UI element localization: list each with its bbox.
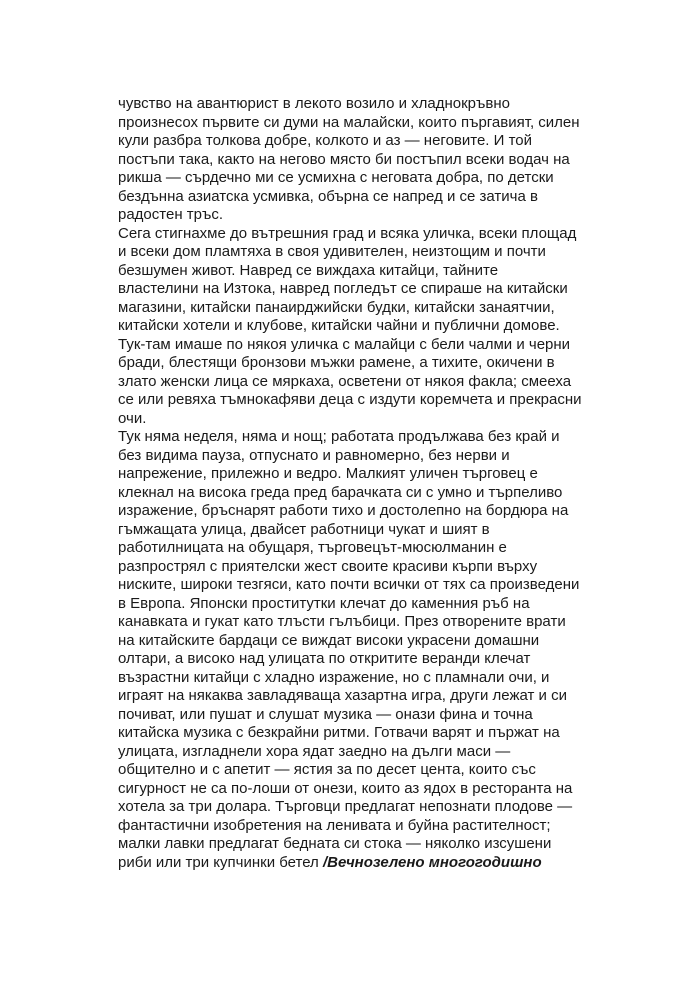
text-line: клекнал на висока греда пред барачката си с умно и търпеливо	[118, 483, 563, 501]
text-line: възрастни китайци с хладно изражение, но с пламнали очи, и	[118, 668, 550, 686]
text-line: магазини, китайски панаирджийски будки, китайски занаятчии,	[118, 298, 555, 316]
text-line: Сега стигнахме до вътрешния град и всяка уличка, всеки площад	[118, 224, 577, 242]
last-text-line	[118, 854, 598, 873]
text-line: очи.	[118, 409, 147, 427]
text-line: без видима пауза, отпуснато и равномерно, без нерви и	[118, 446, 510, 464]
text-line: общително и с апетит — ястия за по десет цента, които със	[118, 761, 536, 778]
text-line: напрежение, прилежно и ведро. Малкият уличен търговец е	[118, 465, 538, 482]
text-line: бездънна азиатска усмивка, обърна се напред и се затича в	[118, 187, 538, 205]
text-line: фантастични изобретения на ленивата и буйна растителност;	[118, 816, 551, 834]
text-line: се или ревяха тъмнокафяви деца с издути коремчета и прекрасни	[118, 391, 582, 408]
text-line: китайска музика с безкрайни ритми. Готвачи варят и пържат на	[118, 724, 560, 741]
text-line: ниските, широки тезгяси, като почти всички от тях са произведени	[118, 576, 580, 593]
last-line-text: риби или три купчинки бетел	[118, 853, 323, 871]
text-line: рикша — сърдечно ми се усмихна с неговата добра, по детски	[118, 169, 554, 186]
text-line: безшумен живот. Навред се виждаха китайци, тайните	[118, 261, 499, 279]
text-line: чувство на авантюрист в лекото возило и хладнокръвно	[118, 95, 510, 112]
text-line: властелини на Изтока, навред погледът се спираше на китайски	[118, 280, 568, 297]
text-line: хотела за три долара. Търговци предлагат непознати плодове —	[118, 798, 573, 815]
text-line: олтари, а високо над улицата по откритите веранди клечат	[118, 650, 531, 667]
text-line: канавката и гукат като тлъсти гълъбици. През отворените врати	[118, 613, 566, 630]
text-line: улицата, изгладнели хора ядат заедно на дълги маси —	[118, 742, 511, 760]
text-line: радостен тръс.	[118, 206, 224, 223]
text-line: сигурност не са по-лоши от онези, които аз ядох в ресторанта на	[118, 779, 573, 797]
text-line: на китайските бардаци се виждат високи украсени домашни	[118, 631, 540, 649]
text-line: Тук няма неделя, няма и нощ; работата продължава без край и	[118, 428, 560, 445]
text-line: бради, блестящи бронзови мъжки рамене, а тихите, окичени в	[118, 354, 555, 371]
text-line: произнесох първите си думи на малайски, които пъргавият, силен	[118, 113, 580, 131]
text-line: постъпи така, както на негово място би постъпил всеки водач на	[118, 150, 570, 168]
text-line: работилницата на обущаря, търговецът-мюсюлманин е	[118, 539, 507, 556]
text-line: разпрострял с приятелски жест своите красиви кърпи върху	[118, 557, 538, 575]
emphasized-text: /Вечнозелено многогодишно	[322, 853, 542, 871]
text-line: кули разбра толкова добре, колкото и аз — неговите. И той	[118, 132, 533, 149]
text-line: почиват, или пушат и слушат музика — онази фина и точна	[118, 705, 533, 723]
text-line: гъмжащата улица, двайсет работници чукат и шият в	[118, 520, 490, 538]
text-line: изражение, бръснарят работи тихо и достолепно на бордюра на	[118, 502, 569, 519]
text-line: злато женски лица се мяркаха, осветени от някоя факла; смееха	[118, 372, 572, 390]
body-text	[118, 95, 598, 872]
text-line: в Европа. Японски проститутки клечат до каменния ръб на	[118, 594, 530, 612]
text-line: играят на някаква завладяваща хазартна игра, други лежат и си	[118, 687, 567, 704]
text-line: китайски хотели и клубове, китайски чайни и публични домове.	[118, 317, 560, 334]
text-line: Тук-там имаше по някоя уличка с малайци с бели чалми и черни	[118, 335, 571, 353]
text-line: и всеки дом пламтяха в своя удивителен, неизтощим и почти	[118, 243, 546, 260]
text-line: малки лавки предлагат бедната си стока — няколко изсушени	[118, 835, 552, 852]
